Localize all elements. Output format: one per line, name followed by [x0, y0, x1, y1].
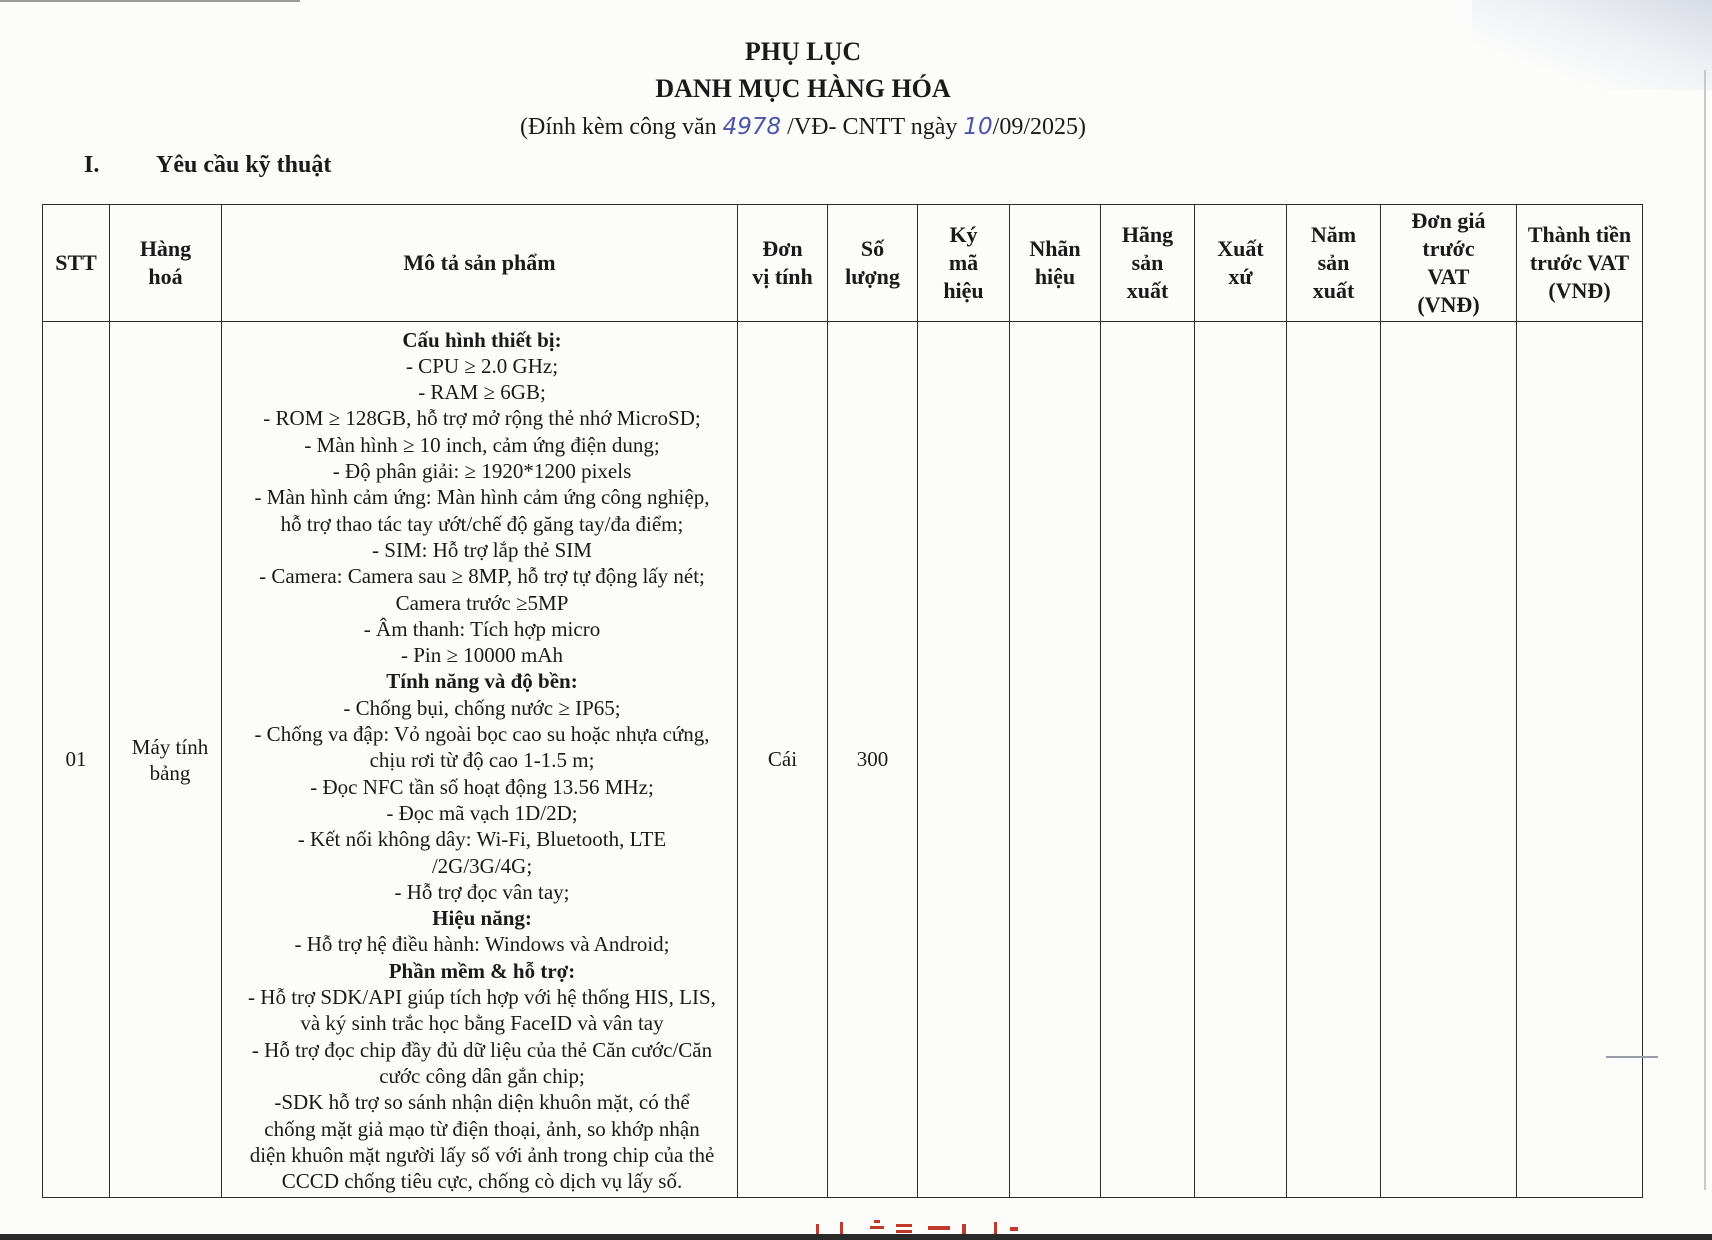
description-line: - Hỗ trợ đọc vân tay;: [394, 879, 570, 904]
header-xuat-xu: Xuất xứ: [1195, 205, 1287, 322]
scan-right-edge: [1704, 70, 1706, 1190]
header-ky-ma-hieu: Ký mã hiệu: [918, 205, 1010, 322]
description-line: - Camera: Camera sau ≥ 8MP, hỗ trợ tự động lấy nét;: [259, 564, 705, 589]
section-number: I.: [84, 152, 100, 178]
table-row: [43, 322, 1643, 1198]
cell-ky-ma-hieu: [918, 322, 1010, 1198]
attachment-prefix: (Đính kèm công văn: [520, 114, 723, 140]
header-hang-hoa: Hàng hoá: [110, 205, 222, 322]
description-line: - Màn hình cảm ứng: Màn hình cảm ứng công nghiệp,: [254, 485, 710, 510]
header-stt: STT: [43, 205, 110, 322]
scan-bottom-edge: [0, 1234, 1712, 1240]
header-mo-ta: Mô tả sản phẩm: [222, 205, 738, 322]
description-line: chịu rơi từ độ cao 1-1.5 m;: [369, 748, 595, 773]
description-line: - Chống bụi, chống nước ≥ IP65;: [343, 695, 621, 720]
description-heading: Phần mềm & hỗ trợ:: [388, 958, 576, 983]
section-title: Yêu cầu kỹ thuật: [156, 152, 332, 178]
description-heading: Cấu hình thiết bị:: [402, 327, 562, 352]
description-line: - RAM ≥ 6GB;: [418, 380, 546, 405]
description-line: - Kết nối không dây: Wi-Fi, Bluetooth, LTE: [297, 827, 667, 852]
cell-hang-san-xuat: [1101, 322, 1195, 1198]
cell-product-name: Máy tính bảng: [110, 322, 222, 1198]
cell-don-gia: [1381, 322, 1517, 1198]
header-nhan-hieu: Nhãn hiệu: [1010, 205, 1101, 322]
handwritten-day: 10: [963, 114, 993, 140]
description-line: -SDK hỗ trợ so sánh nhận diện khuôn mặt, có thể: [274, 1090, 690, 1115]
description-line: - Pin ≥ 10000 mAh: [400, 643, 564, 668]
description-line: CCCD chống tiêu cực, chống cò dịch vụ lấy số.: [281, 1169, 683, 1194]
description-line: - SIM: Hỗ trợ lắp thẻ SIM: [372, 537, 592, 562]
header-hang-san-xuat: Hãng sản xuất: [1101, 205, 1195, 322]
description-line: - Đọc NFC tần số hoạt động 13.56 MHz;: [310, 774, 654, 799]
description-line: Camera trước ≥5MP: [395, 590, 569, 615]
cell-nam-san-xuat: [1287, 322, 1381, 1198]
document-header: [0, 34, 1606, 146]
description-line: - ROM ≥ 128GB, hỗ trợ mở rộng thẻ nhớ MicroSD;: [263, 406, 701, 431]
cell-thanh-tien: [1517, 322, 1643, 1198]
attachment-reference: [0, 108, 1606, 146]
description-heading: Tính năng và độ bền:: [386, 669, 578, 694]
goods-table: [42, 204, 1643, 1198]
description-line: và ký sinh trắc học bằng FaceID và vân tay: [300, 1011, 664, 1036]
appendix-title: PHỤ LỤC: [744, 37, 862, 66]
cell-stt: 01: [43, 322, 110, 1198]
section-heading: [84, 152, 331, 179]
header-so-luong: Số lượng: [828, 205, 918, 322]
description-line: - Độ phân giải: ≥ 1920*1200 pixels: [332, 459, 632, 484]
cell-quantity: 300: [828, 322, 918, 1198]
cell-unit: Cái: [738, 322, 828, 1198]
table-header-row: [43, 205, 1643, 322]
description-line: chống mặt giả mạo từ điện thoại, ảnh, so khớp nhận: [264, 1116, 700, 1141]
description-line: - CPU ≥ 2.0 GHz;: [405, 353, 559, 378]
attachment-middle: /VĐ- CNTT ngày: [781, 114, 964, 140]
header-thanh-tien: Thành tiền trước VAT (VNĐ): [1517, 205, 1643, 322]
description-line: - Hỗ trợ hệ điều hành: Windows và Android;: [294, 932, 670, 957]
scan-top-edge: [0, 0, 300, 2]
description-lines: [233, 327, 731, 1195]
description-line: cước công dân gắn chip;: [379, 1063, 585, 1088]
description-line: hỗ trợ thao tác tay ướt/chế độ găng tay/đa điểm;: [280, 511, 684, 536]
description-line: diện khuôn mặt người lấy số với ảnh trong chip của thẻ: [249, 1142, 715, 1167]
goods-list-title: DANH MỤC HÀNG HÓA: [655, 74, 951, 103]
attachment-suffix: /09/2025): [992, 114, 1086, 140]
description-line: /2G/3G/4G;: [431, 853, 533, 878]
pen-dash-mark: [1606, 1056, 1658, 1058]
description-line: - Đọc mã vạch 1D/2D;: [386, 800, 578, 825]
description-line: - Chống va đập: Vỏ ngoài bọc cao su hoặc nhựa cứng,: [254, 722, 710, 747]
cell-xuat-xu: [1195, 322, 1287, 1198]
cell-product-description: [222, 322, 738, 1198]
description-line: - Hỗ trợ đọc chip đầy đủ dữ liệu của thẻ Căn cước/Căn: [251, 1037, 713, 1062]
cell-nhan-hieu: [1010, 322, 1101, 1198]
description-heading: Hiệu năng:: [432, 906, 532, 931]
header-don-vi: Đơn vị tính: [738, 205, 828, 322]
description-line: - Hỗ trợ SDK/API giúp tích hợp với hệ thống HIS, LIS,: [248, 985, 716, 1010]
header-nam-san-xuat: Năm sản xuất: [1287, 205, 1381, 322]
handwritten-doc-number: 4978: [722, 114, 782, 140]
header-don-gia: Đơn giá trước VAT (VNĐ): [1381, 205, 1517, 322]
description-line: - Màn hình ≥ 10 inch, cảm ứng điện dung;: [304, 432, 660, 457]
description-line: - Âm thanh: Tích hợp micro: [363, 616, 601, 641]
